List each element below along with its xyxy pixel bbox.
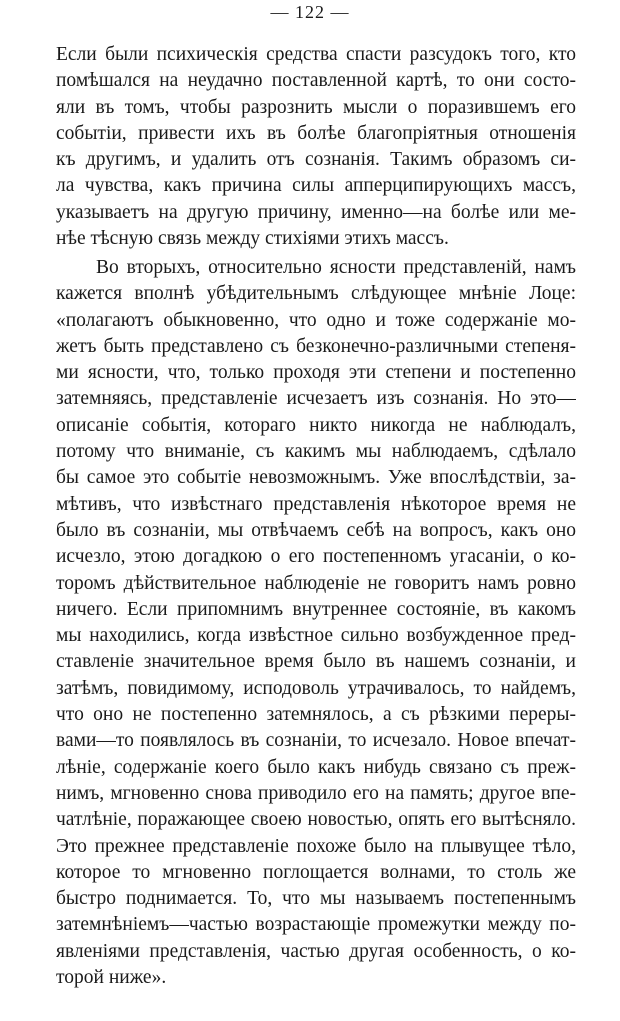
text-line: кажется вполнѣ убѣдительнымъ слѣдующее мнѣніе Лоце: bbox=[56, 283, 576, 305]
text-line: ла чувства, какъ причина силы апперципирующихъ массъ, bbox=[56, 175, 576, 197]
text-line: затѣмъ, повидимому, исподоволь утрачивалось, то найдемъ, bbox=[56, 677, 576, 699]
text-line: событіи, привести ихъ въ болѣе благопріятныя отношенія bbox=[56, 122, 576, 144]
text-line: Во вторыхъ, относительно ясности представленій, намъ bbox=[96, 257, 576, 278]
text-line: яли въ томъ, чтобы разрознить мысли о поразившемъ его bbox=[56, 96, 576, 118]
text-line: явленіями представленія, частью другая особенность, о ко- bbox=[56, 940, 576, 962]
text-line: чатлѣніе, поражающее своею новостью, опять его вытѣсняло. bbox=[56, 809, 576, 831]
text-line: что оно не постепенно затемнялось, а съ рѣзкими переры- bbox=[56, 704, 576, 726]
text-line: было въ сознаніи, мы отвѣчаемъ себѣ на вопросъ, какъ оно bbox=[56, 519, 576, 541]
text-line: мы находились, когда извѣстное сильно возбужденное пред- bbox=[56, 625, 576, 647]
text-line: Это прежнее представленіе похоже было на плывущее тѣло, bbox=[56, 835, 576, 857]
text-line: затемняясь, представленіе исчезаетъ изъ сознанія. Но это— bbox=[56, 388, 576, 410]
text-line: жетъ быть представлено съ безконечно-различными степеня- bbox=[56, 335, 576, 357]
text-line: «полагаютъ обыкновенно, что одно и тоже содержаніе мо- bbox=[56, 309, 576, 331]
text-line: нѣе тѣсную связь между стихіями этихъ массъ. bbox=[56, 228, 449, 250]
text-line: вами—то появлялось въ сознаніи, то исчезало. Новое впечат- bbox=[56, 730, 576, 752]
text-line: исчезло, этою догадкою о его постепенномъ угасаніи, о ко- bbox=[56, 546, 576, 568]
page-number: — 122 — bbox=[270, 2, 350, 22]
text-line: ми ясности, что, только проходя эти степени и постепенно bbox=[56, 362, 576, 384]
text-line: затемнѣніемъ—частью возрастающіе промежутки между по- bbox=[56, 914, 576, 936]
text-line: къ другимъ, и удалить отъ сознанія. Такимъ образомъ си- bbox=[56, 149, 576, 171]
text-line: которое то мгновенно поглощается волнами, то столь же bbox=[56, 861, 576, 883]
text-line: торомъ дѣйствительное наблюденіе не говоритъ намъ ровно bbox=[56, 572, 576, 594]
text-line: описаніе событія, котораго никто никогда не наблюдалъ, bbox=[56, 414, 576, 436]
text-line: мѣтивъ, что извѣстнаго представленія нѣкоторое время не bbox=[56, 493, 576, 515]
paragraph-1 bbox=[56, 42, 576, 252]
text-line: указываетъ на другую причину, именно—на болѣе или ме- bbox=[56, 201, 576, 223]
text-line: лѣніе, содержаніе коего было какъ нибудь связано съ преж- bbox=[56, 756, 576, 778]
text-line: быстро поднимается. То, что мы называемъ постепеннымъ bbox=[56, 888, 576, 910]
text-line: ставленіе значительное время было въ нашемъ сознаніи, и bbox=[56, 651, 576, 673]
text-line: помѣшался на неудачно поставленной картѣ, то они состо- bbox=[56, 70, 576, 92]
text-line: торой ниже». bbox=[56, 967, 167, 989]
text-line: бы самое это событіе невозможнымъ. Уже впослѣдствіи, за- bbox=[56, 467, 576, 489]
text-line: нимъ, мгновенно снова приводило его на память; другое впе- bbox=[56, 782, 576, 804]
text-line: потому что вниманіе, съ какимъ мы наблюдаемъ, сдѣлало bbox=[56, 441, 576, 463]
paragraph-2 bbox=[56, 255, 576, 991]
text-line: Если были психическія средства спасти разсудокъ того, кто bbox=[56, 44, 576, 65]
text-line: ничего. Если припомнимъ внутреннее состояніе, въ какомъ bbox=[56, 598, 576, 620]
